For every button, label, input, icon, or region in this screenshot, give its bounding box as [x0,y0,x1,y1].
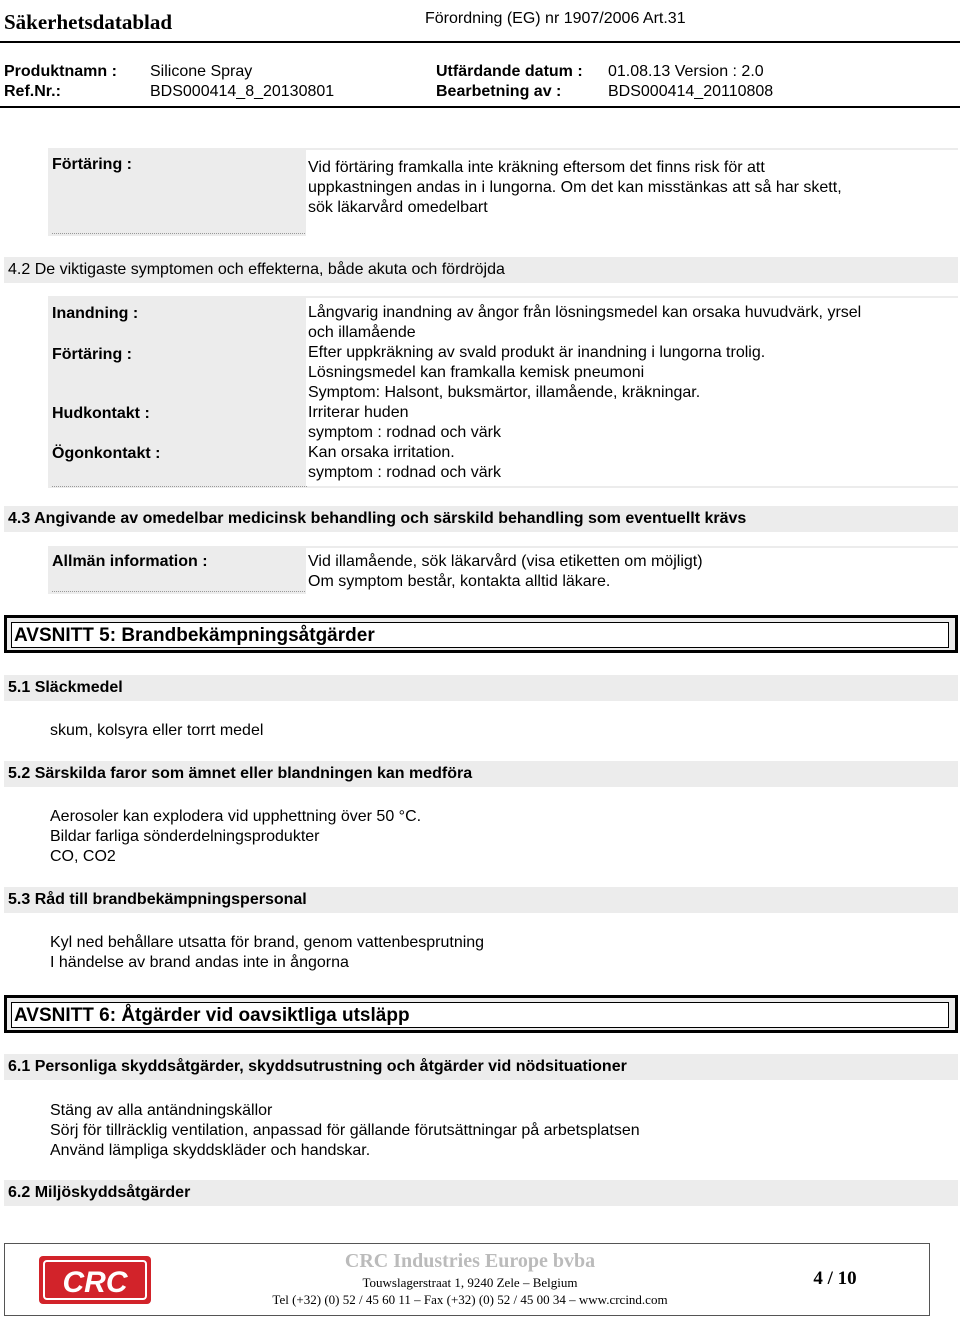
text-line: Bildar farliga sönderdelningsprodukter [50,828,320,845]
text-line: Vid illamående, sök läkarvård (visa etiketten om möjligt) [308,553,703,570]
document-title: Säkerhetsdatablad [4,10,173,34]
section-6-title: AVSNITT 6: Åtgärder vid oavsiktliga utsläpp [11,1002,949,1028]
product-label: Produktnamn : [4,63,117,80]
text-line: och illamående [308,324,416,341]
issue-label: Utfärdande datum : [436,63,583,80]
text-line: Använd lämpliga skyddskläder och handskar. [50,1142,371,1159]
company-address: Touwslagerstraat 1, 9240 Zele – Belgium [362,1275,578,1290]
ingestion-text-area [306,150,958,236]
text-line: Lösningsmedel kan framkalla kemisk pneumoni [308,364,645,381]
medical-text-area [306,548,958,594]
section-5-1-text [50,721,263,741]
ingestion-label-2: Förtäring : [52,346,132,363]
text-line: Symptom: Halsont, buksmärtor, illamående, kräkningar. [308,384,701,401]
page-number: 4 / 10 [813,1268,857,1289]
skin-contact-label: Hudkontakt : [52,405,150,422]
text-line: Om symptom består, kontakta alltid läkare. [308,573,611,590]
text-line: I händelse av brand andas inte in ångorna [50,954,349,971]
text-line: Irriterar huden [308,404,409,421]
text-line: Aerosoler kan explodera vid upphettning över 50 °C. [50,808,422,825]
text-line: symptom : rodnad och värk [308,464,501,481]
general-info-label: Allmän information : [52,553,307,592]
eye-contact-label: Ögonkontakt : [52,445,161,462]
ref-value: BDS000414_8_20130801 [150,83,335,100]
text-line: Kyl ned behållare utsatta för brand, genom vattenbesprutning [50,934,485,951]
footer [4,1243,930,1316]
section-5-2-text [50,807,421,867]
crc-logo [39,1256,151,1304]
edit-value: BDS000414_20110808 [608,83,774,100]
text-line: CO, CO2 [50,848,116,865]
section-5-3-heading: 5.3 Råd till brandbekämpningspersonal [4,887,958,913]
header-divider-bottom [0,106,960,108]
text-line: symptom : rodnad och värk [308,424,501,441]
section-5-3-text [50,933,484,973]
issue-value: 01.08.13 Version : 2.0 [608,63,764,80]
text-line: uppkastningen andas in i lungorna. Om det kan misstänkas att så har skett, [308,179,842,196]
regulation: Förordning (EG) nr 1907/2006 Art.31 [425,10,686,27]
ref-label: Ref.Nr.: [4,83,61,100]
product-value: Silicone Spray [150,63,253,80]
crc-logo-icon [39,1256,151,1304]
text-line: sök läkarvård omedelbart [308,199,488,216]
section-4-3-heading: 4.3 Angivande av omedelbar medicinsk behandling och särskild behandling som eventuellt krävs [4,506,958,532]
edit-label: Bearbetning av : [436,83,562,100]
text-line: Efter uppkräkning av svald produkt är inandning i lungorna trolig. [308,344,766,361]
text-line: Sörj för tillräcklig ventilation, anpassad för gällande förutsättningar på arbetsplatsen [50,1122,640,1139]
text-line: Långvarig inandning av ångor från lösningsmedel kan orsaka huvudvärk, yrsel [308,304,862,321]
text-line: Kan orsaka irritation. [308,444,455,461]
section-6-1-heading: 6.1 Personliga skyddsåtgärder, skyddsutrustning och åtgärder vid nödsituationer [4,1054,958,1080]
ingestion-label: Förtäring : [52,156,307,234]
section-5-title: AVSNITT 5: Brandbekämpningsåtgärder [11,622,949,648]
company-contact: Tel (+32) (0) 52 / 45 60 11 – Fax (+32) (0) 52 / 45 00 34 – www.crcind.com [272,1292,668,1307]
section-5-1-heading: 5.1 Släckmedel [4,675,958,701]
section-4-2-heading: 4.2 De viktigaste symptomen och effekterna, både akuta och fördröjda [4,257,958,283]
section-6-1-text [50,1101,640,1161]
inhalation-label: Inandning : [52,305,139,322]
company-name: CRC Industries Europe bvba [344,1250,596,1272]
text-line: Vid förtäring framkalla inte kräkning eftersom det finns risk för att [308,159,765,176]
section-6-2-heading: 6.2 Miljöskyddsåtgärder [4,1180,958,1206]
section-5-2-heading: 5.2 Särskilda faror som ämnet eller blandningen kan medföra [4,761,958,787]
symptoms-labels [52,298,307,487]
symptoms-text-area [306,298,958,486]
text-line: Stäng av alla antändningskällor [50,1102,273,1119]
section-5-title-box [4,615,958,653]
logo-text: CRC [62,1266,128,1299]
section-6-title-box [4,995,958,1033]
text-line: skum, kolsyra eller torrt medel [50,722,264,739]
header-divider-top [0,41,960,43]
